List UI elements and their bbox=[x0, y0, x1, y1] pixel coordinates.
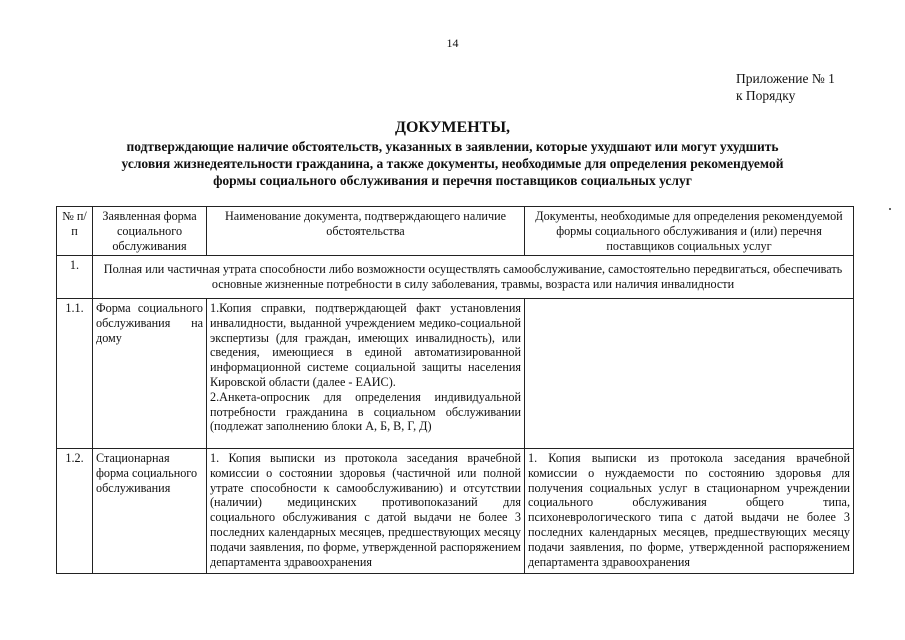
section-text: Полная или частичная утрата способности либо возможности осуществлять самообслуживание, самостоятельно передвигаться, обеспечивать основные жизненные потребности в силу заболевания, травмы, возраста или наличия инвалидности bbox=[93, 256, 854, 299]
doc-item: 1.Копия справки, подтверждающей факт установления инвалидности, выданной учреждением медико-социальной экспертизы (для граждан, имеющих инвалидность), или сведения, имеющиеся в единой автоматизированной информационной системе социальной защиты населения Кировской области (далее - ЕАИС). bbox=[210, 300, 521, 389]
table-row bbox=[57, 448, 854, 573]
row-needed bbox=[525, 298, 854, 448]
appendix-note bbox=[736, 70, 835, 104]
header-form: Заявленная форма социального обслуживания bbox=[93, 207, 207, 256]
row-num: 1.1. bbox=[57, 298, 93, 448]
header-num: № п/п bbox=[57, 207, 93, 256]
row-docs bbox=[207, 298, 525, 448]
title-line-3: формы социального обслуживания и перечня поставщиков социальных услуг bbox=[213, 173, 692, 188]
row-num: 1.2. bbox=[57, 448, 93, 573]
page-number: 14 bbox=[446, 36, 459, 50]
appendix-line-2: к Порядку bbox=[736, 88, 796, 103]
row-needed: 1. Копия выписки из протокола заседания врачебной комиссии о нуждаемости по состоянию здоровья для получения социальных услуг в стационарном учреждении социального обслуживания общего типа, психоневрологического типа с датой выдачи не более 3 последних календарных месяцев, предшествующих месяцу подачи заявления, по форме, утвержденной распоряжением департамента здравоохранения bbox=[525, 448, 854, 573]
title-line-1: подтверждающие наличие обстоятельств, указанных в заявлении, которые ухудшают или могут ухудшить bbox=[126, 139, 779, 154]
document-title bbox=[60, 118, 845, 189]
row-form: Стационарная форма социального обслуживания bbox=[93, 448, 207, 573]
section-row bbox=[57, 256, 854, 299]
table-row bbox=[57, 298, 854, 448]
scan-dot bbox=[889, 208, 891, 210]
title-main: ДОКУМЕНТЫ, bbox=[394, 119, 511, 136]
section-num: 1. bbox=[57, 256, 93, 299]
documents-table bbox=[56, 206, 854, 574]
doc-item: 2.Анкета-опросник для определения индивидуальной потребности гражданина в социальном обслуживании (подлежат заполнению блоки А, Б, В, Г, Д) bbox=[210, 389, 521, 434]
header-docs: Наименование документа, подтверждающего наличие обстоятельства bbox=[207, 207, 525, 256]
row-docs: 1. Копия выписки из протокола заседания врачебной комиссии о состоянии здоровья (частичной или полной утрате способности к самообслуживанию) и отсутствии (наличии) медицинских противопоказаний для социального обслуживания с датой выдачи не более 3 последних календарных месяцев, предшествующих месяцу подачи заявления, по форме, утвержденной распоряжением департамента здравоохранения bbox=[207, 448, 525, 573]
appendix-line-1: Приложение № 1 bbox=[736, 71, 835, 86]
header-needed: Документы, необходимые для определения рекомендуемой формы социального обслуживания и (или) перечня поставщиков социальных услуг bbox=[525, 207, 854, 256]
title-line-2: условия жизнедеятельности гражданина, а также документы, необходимые для определения рекомендуемой bbox=[121, 156, 784, 171]
row-form: Форма социального обслуживания на дому bbox=[93, 298, 207, 448]
table-header-row bbox=[57, 207, 854, 256]
